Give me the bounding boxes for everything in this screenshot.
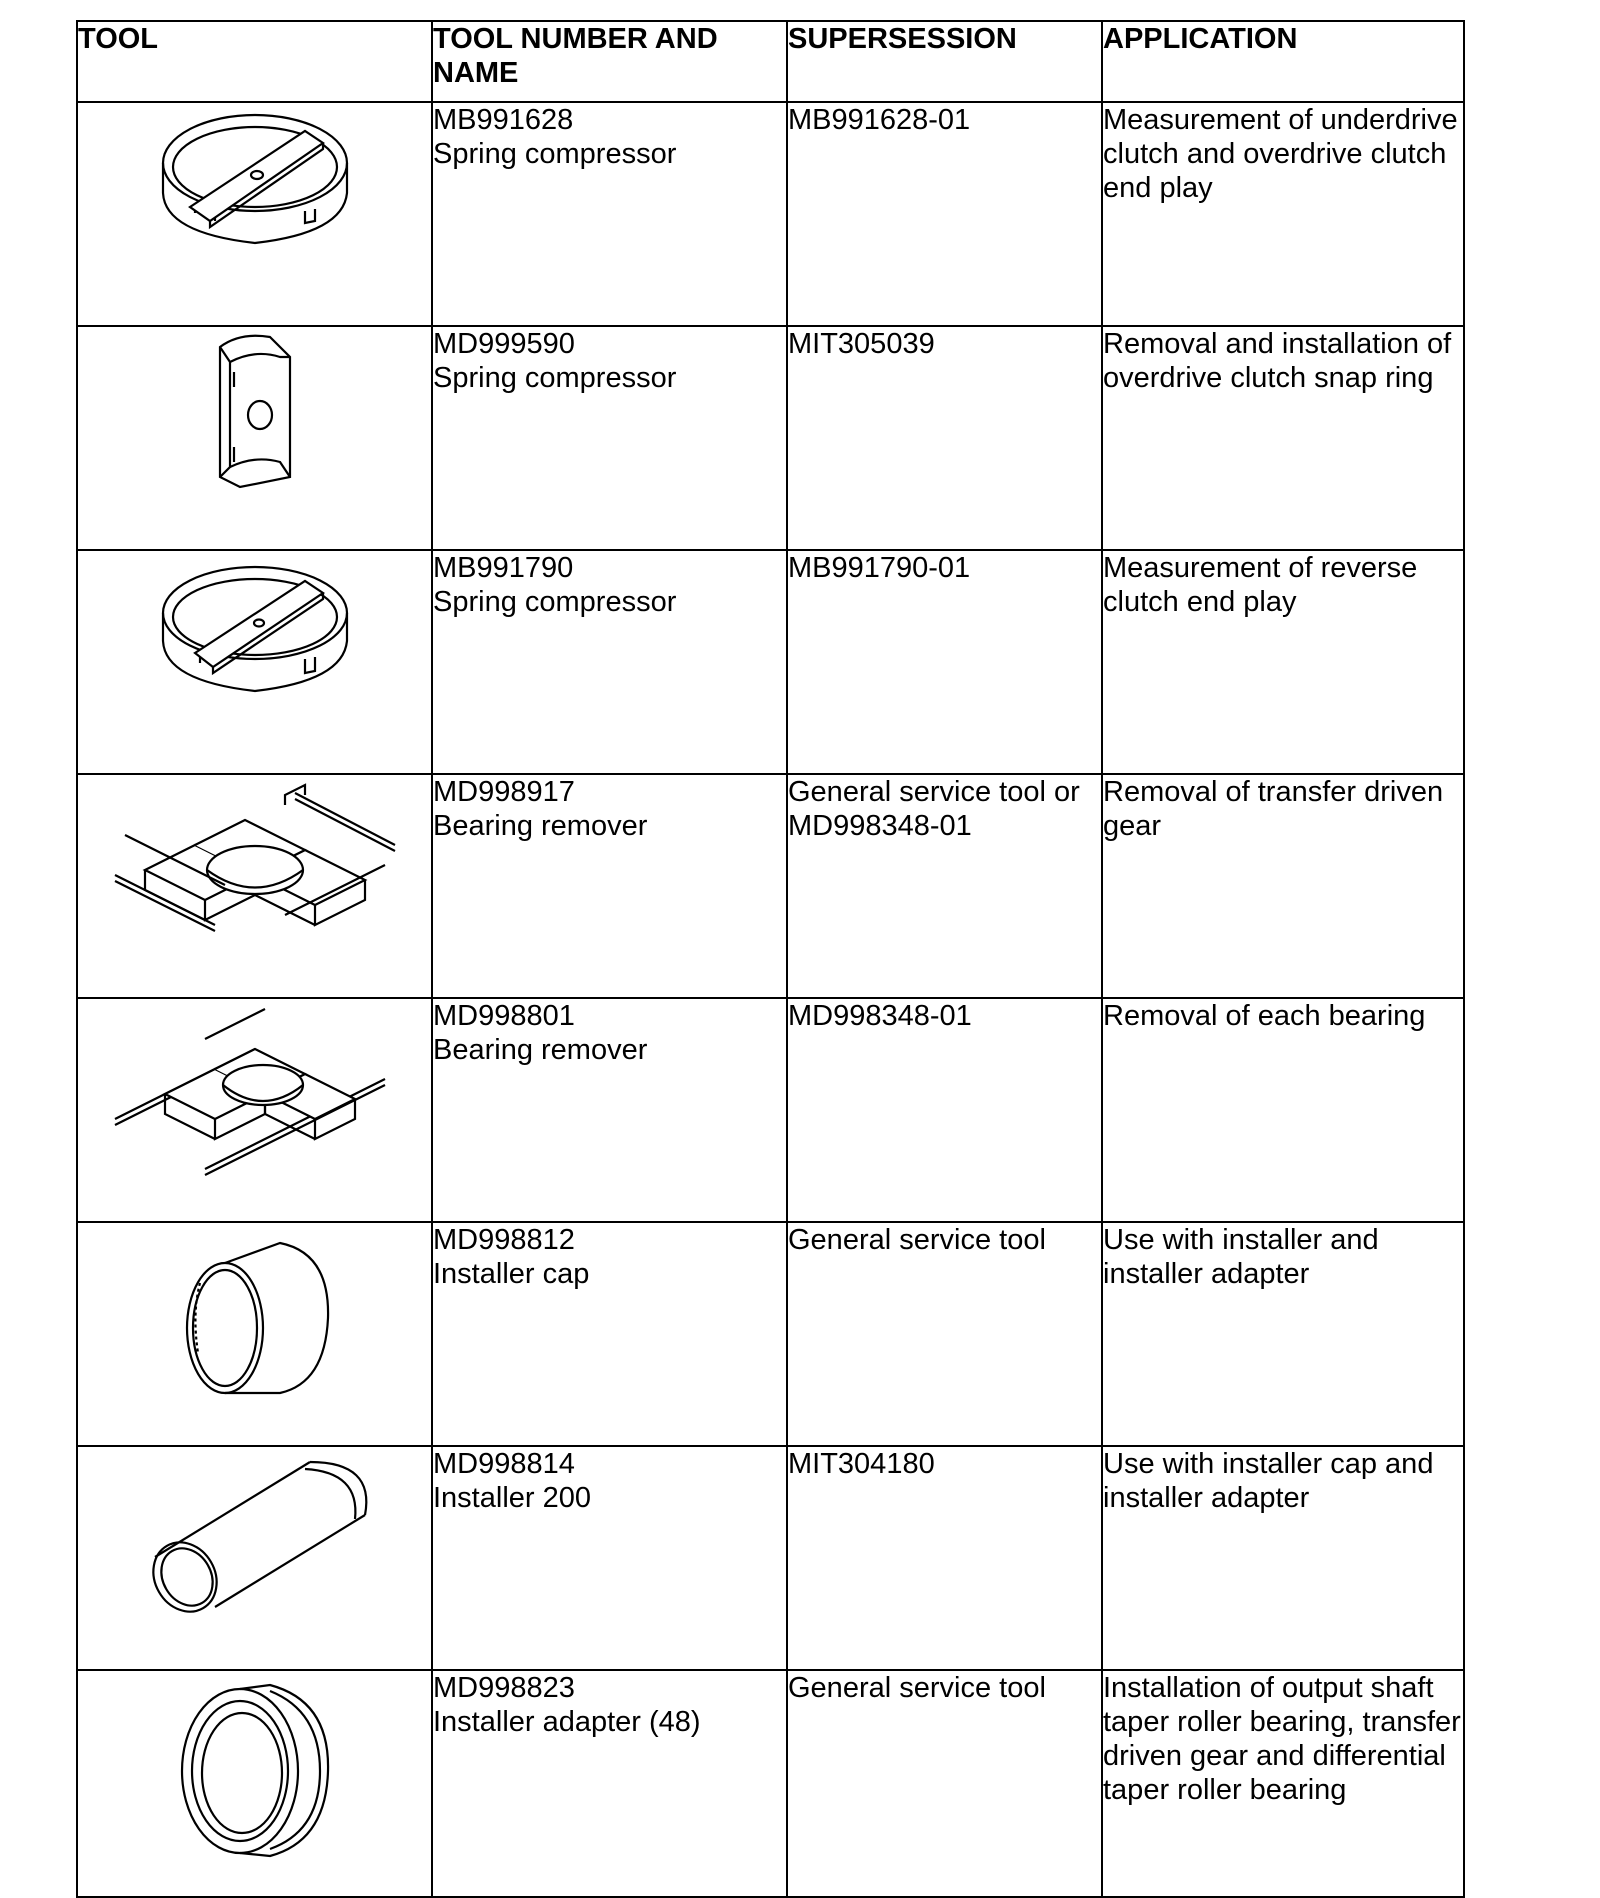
tool-illustration-cell [77,1446,432,1670]
installer-cap-icon [170,1223,340,1403]
supersession-cell: MIT305039 [787,326,1102,550]
supersession-cell: MB991628-01 [787,102,1102,326]
tool-number: MD999590 [433,328,575,360]
tool-number: MB991628 [433,104,574,136]
installer-tube-icon [135,1447,375,1627]
tool-name: Installer 200 [433,1482,591,1514]
tool-number: MD998801 [433,1000,575,1032]
tool-name: Spring compressor [433,586,677,618]
bearing-remover-icon [105,775,405,955]
tool-illustration-cell [77,998,432,1222]
tool-name: Installer cap [433,1258,590,1290]
table-header-row [77,21,1464,102]
tool-illustration-cell [77,550,432,774]
application-cell: Removal of each bearing [1102,998,1464,1222]
tool-number: MD998814 [433,1448,575,1480]
supersession-cell: General service tool [787,1222,1102,1446]
tool-number-name-cell [432,1670,787,1897]
tool-name: Spring compressor [433,138,677,170]
tool-number: MD998823 [433,1672,575,1704]
tool-number: MB991790 [433,552,574,584]
tool-number: MD998812 [433,1224,575,1256]
tool-illustration-cell [77,1222,432,1446]
table-row [77,550,1464,774]
tool-name: Bearing remover [433,1034,648,1066]
header-tool: TOOL [77,21,432,102]
header-supersession: SUPERSESSION [787,21,1102,102]
spring-compressor-bracket-icon [200,327,310,497]
supersession-cell: MIT304180 [787,1446,1102,1670]
tool-number-name-cell [432,1222,787,1446]
header-application: APPLICATION [1102,21,1464,102]
application-cell: Use with installer cap and installer adapter [1102,1446,1464,1670]
table-row [77,1222,1464,1446]
installer-adapter-icon [170,1671,340,1861]
tool-name: Spring compressor [433,362,677,394]
tool-number-name-cell [432,1446,787,1670]
table-row [77,326,1464,550]
special-tools-table-container [76,20,1463,1898]
tool-number-name-cell [432,102,787,326]
application-cell: Measurement of underdrive clutch and overdrive clutch end play [1102,102,1464,326]
tool-number-name-cell [432,774,787,998]
tool-number-name-cell [432,550,787,774]
tool-illustration-cell [77,1670,432,1897]
bearing-remover-icon [105,999,405,1179]
tool-number-name-cell [432,326,787,550]
application-cell: Installation of output shaft taper roller bearing, transfer driven gear and differential taper roller bearing [1102,1670,1464,1897]
application-cell: Removal of transfer driven gear [1102,774,1464,998]
table-row [77,998,1464,1222]
supersession-cell: MB991790-01 [787,550,1102,774]
table-row [77,102,1464,326]
tool-number-name-cell [432,998,787,1222]
application-cell: Measurement of reverse clutch end play [1102,550,1464,774]
tool-illustration-cell [77,326,432,550]
table-row [77,1670,1464,1897]
application-cell: Use with installer and installer adapter [1102,1222,1464,1446]
tool-illustration-cell [77,102,432,326]
tool-name: Installer adapter (48) [433,1706,701,1738]
special-tools-table [76,20,1465,1898]
table-row [77,1446,1464,1670]
supersession-cell: General service tool [787,1670,1102,1897]
tool-name: Bearing remover [433,810,648,842]
supersession-cell: General service tool or MD998348-01 [787,774,1102,998]
application-cell: Removal and installation of overdrive clutch snap ring [1102,326,1464,550]
table-row [77,774,1464,998]
tool-number: MD998917 [433,776,575,808]
tool-illustration-cell [77,774,432,998]
header-tool-number-and-name: TOOL NUMBER AND NAME [432,21,787,102]
spring-compressor-round-icon [155,551,355,701]
spring-compressor-round-icon [155,103,355,253]
supersession-cell: MD998348-01 [787,998,1102,1222]
